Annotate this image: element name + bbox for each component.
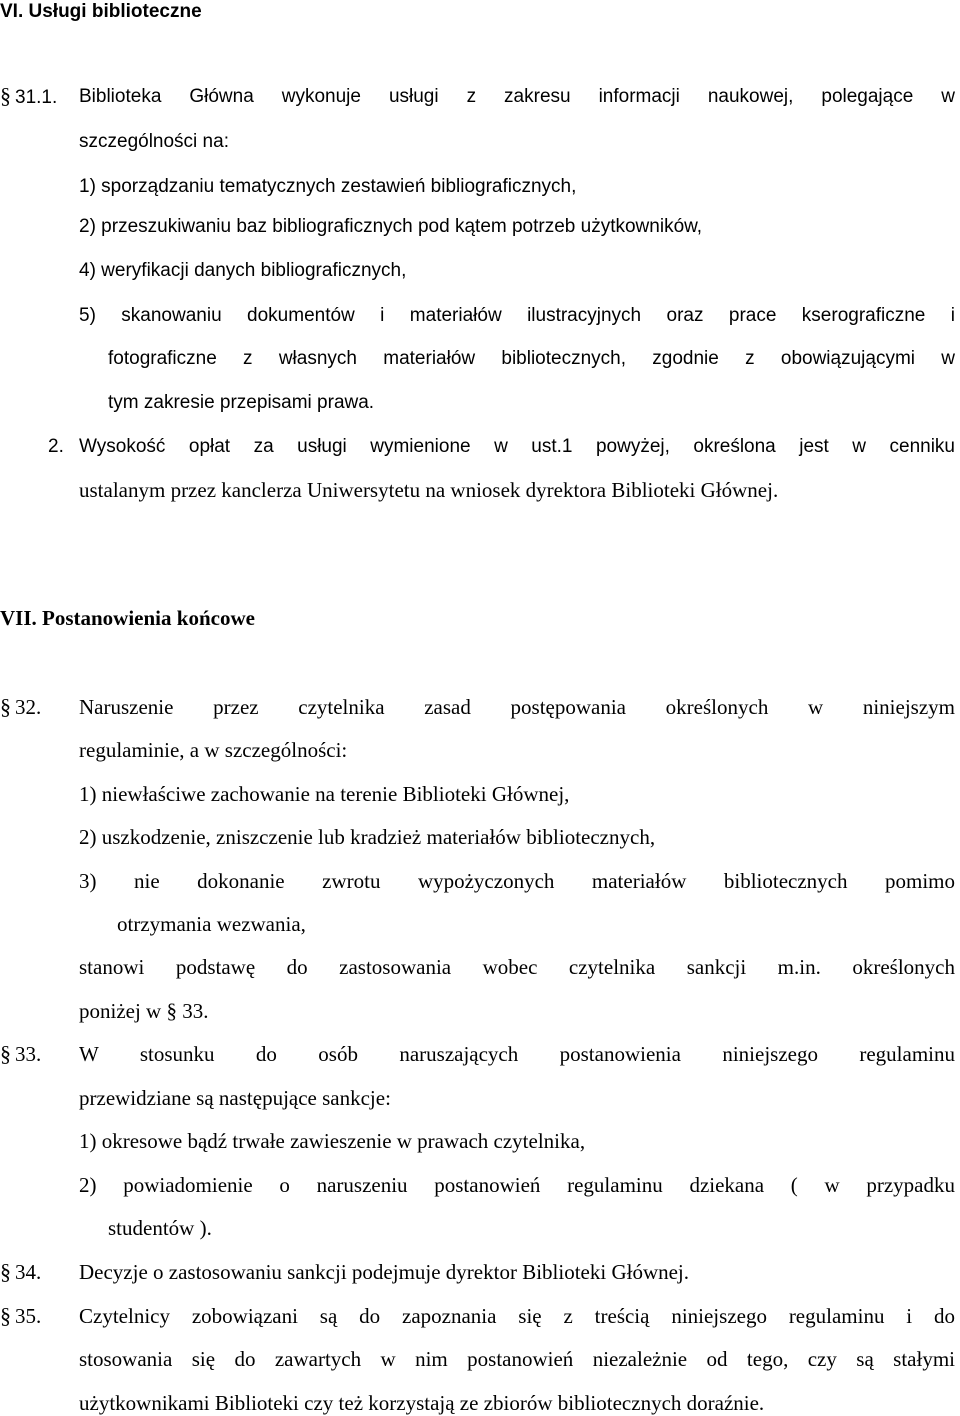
paragraph-33-number: § 33. <box>0 1041 42 1066</box>
list-item-5-line-1: 5) skanowaniu dokumentów i materiałów ilustracyjnych oraz prace kserograficzne i <box>79 305 955 326</box>
list-item-5-line-2: fotograficzne z własnych materiałów bibliotecznych, zgodnie z obowiązującymi w <box>108 348 955 369</box>
list-item-2: 2) przeszukiwaniu baz bibliograficznych pod kątem potrzeb użytkowników, <box>79 216 703 237</box>
paragraph-32-line-1: Naruszenie przez czytelnika zasad postępowania określonych w niniejszym <box>79 695 955 719</box>
list-item-1: 1) sporządzaniu tematycznych zestawień bibliograficznych, <box>79 176 577 197</box>
list-item-4: 4) weryfikacji danych bibliograficznych, <box>79 260 407 281</box>
paragraph-33-line-2: przewidziane są następujące sankcje: <box>79 1086 391 1110</box>
paragraph-33-item-2: 2) powiadomienie o naruszeniu postanowień regulaminu dziekana ( w przypadku <box>79 1173 955 1197</box>
heading-section-vi: VI. Usługi biblioteczne <box>0 1 202 22</box>
paragraph-31-1-line-1: Biblioteka Główna wykonuje usługi z zakresu informacji naukowej, polegające w <box>79 86 955 107</box>
paragraph-33-item-2-cont: studentów ). <box>108 1216 212 1240</box>
paragraph-31-2-number: 2. <box>48 436 64 457</box>
paragraph-31-1-number: § 31.1. <box>0 83 58 108</box>
paragraph-31-1-line-2: szczególności na: <box>79 131 229 152</box>
list-item-5-line-3: tym zakresie przepisami prawa. <box>108 392 375 413</box>
heading-section-vii: VII. Postanowienia końcowe <box>0 606 255 630</box>
paragraph-32-line-2: regulaminie, a w szczególności: <box>79 738 348 762</box>
section-sign: § <box>0 83 11 108</box>
paragraph-32-number: § 32. <box>0 694 42 719</box>
paragraph-33-item-1: 1) okresowe bądź trwałe zawieszenie w prawach czytelnika, <box>79 1129 586 1153</box>
paragraph-35-line-3: użytkownikami Biblioteki czy też korzystają ze zbiorów bibliotecznych doraźnie. <box>79 1391 765 1415</box>
paragraph-33-line-1: W stosunku do osób naruszających postanowienia niniejszego regulaminu <box>79 1042 955 1066</box>
paragraph-32-closing-line-2: poniżej w § 33. <box>79 999 209 1023</box>
paragraph-35-number: § 35. <box>0 1303 42 1328</box>
paragraph-32-item-1: 1) niewłaściwe zachowanie na terenie Biblioteki Głównej, <box>79 782 570 806</box>
paragraph-35-line-1: Czytelnicy zobowiązani są do zapoznania się z treścią niniejszego regulaminu i do <box>79 1304 955 1328</box>
paragraph-35-line-2: stosowania się do zawartych w nim postanowień niezależnie od tego, czy są stałymi <box>79 1347 955 1371</box>
paragraph-32-closing-line-1: stanowi podstawę do zastosowania wobec czytelnika sankcji m.in. określonych <box>79 955 955 979</box>
paragraph-34-text: Decyzje o zastosowaniu sankcji podejmuje dyrektor Biblioteki Głównej. <box>79 1260 690 1284</box>
paragraph-32-item-3-cont: otrzymania wezwania, <box>117 912 306 936</box>
paragraph-32-item-2: 2) uszkodzenie, zniszczenie lub kradzież materiałów bibliotecznych, <box>79 825 656 849</box>
paragraph-31-2-line-2: ustalanym przez kanclerza Uniwersytetu na wniosek dyrektora Biblioteki Głównej. <box>79 478 779 502</box>
paragraph-32-item-3: 3) nie dokonanie zwrotu wypożyczonych materiałów bibliotecznych pomimo <box>79 869 955 893</box>
paragraph-31-2-line-1: Wysokość opłat za usługi wymienione w ust.1 powyżej, określona jest w cenniku <box>79 436 955 457</box>
paragraph-34-number: § 34. <box>0 1259 42 1284</box>
